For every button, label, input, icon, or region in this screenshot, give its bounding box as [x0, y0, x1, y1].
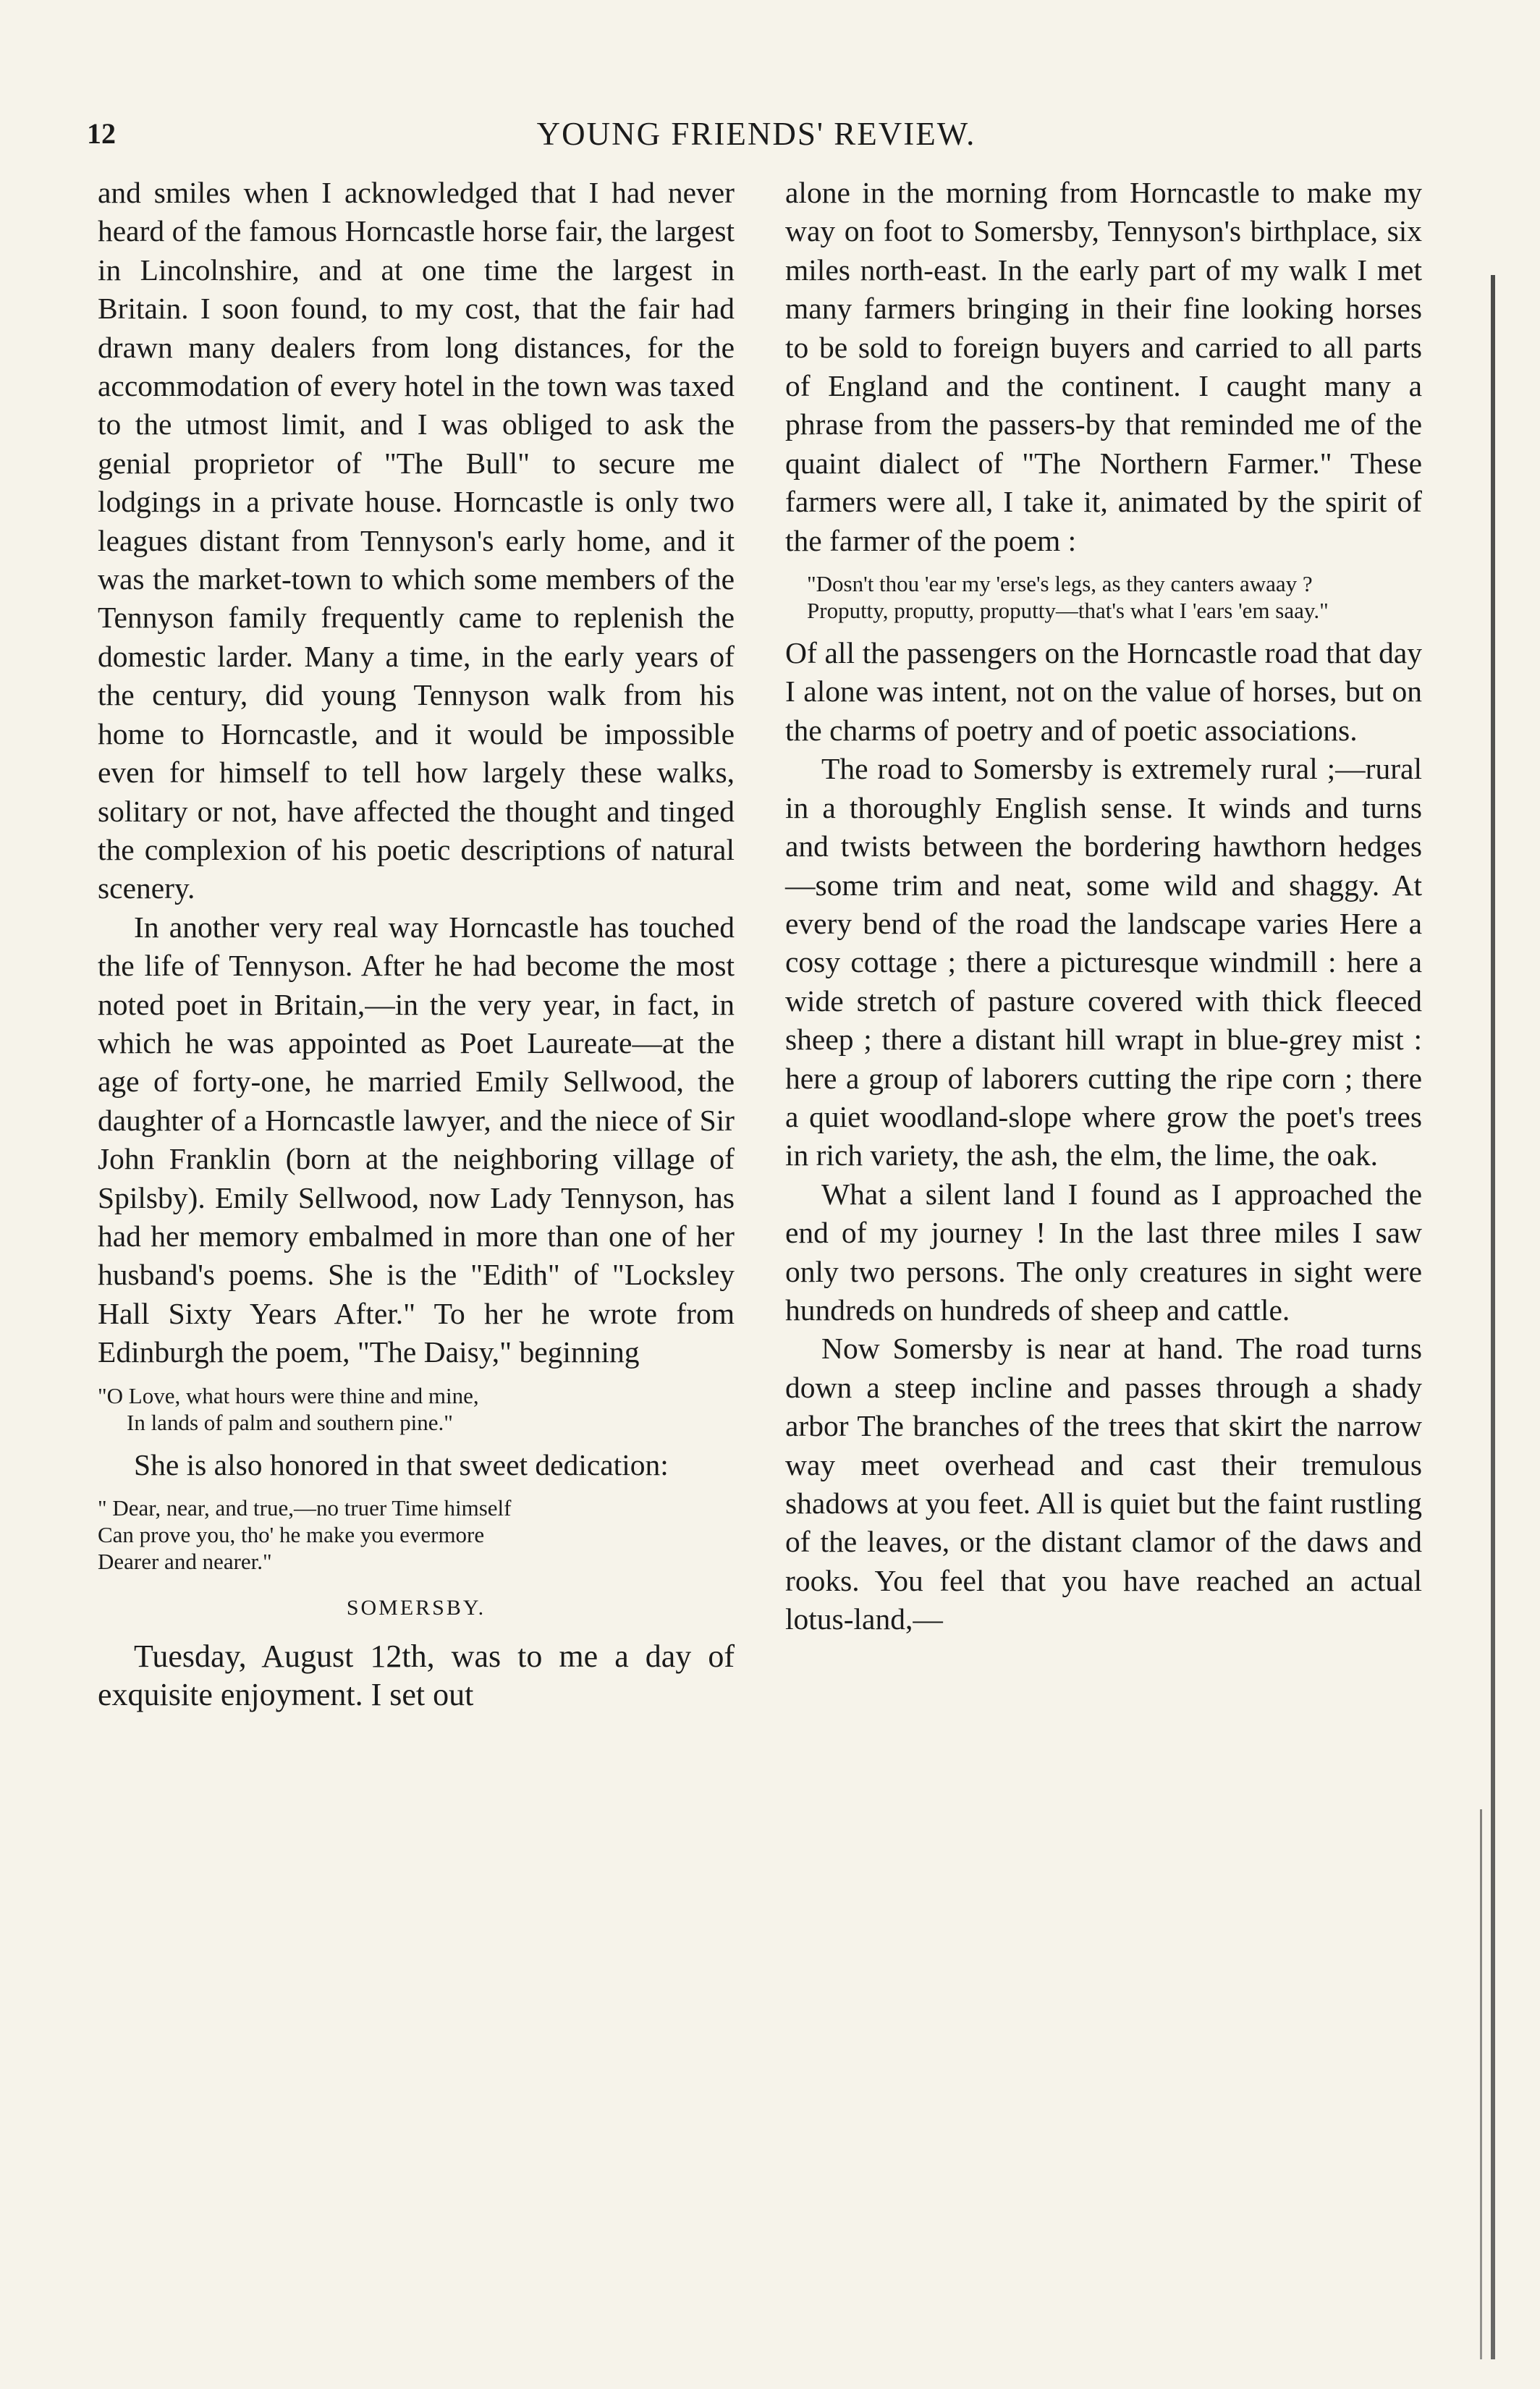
verse-line: "O Love, what hours were thine and mine, [98, 1382, 479, 1408]
scan-edge-line [1491, 275, 1495, 2359]
verse-line: Proputty, proputty, proputty—that's what I 'ears 'em saay." [807, 598, 1329, 624]
paragraph: The road to Somersby is extremely rural ;—rural in a thoroughly English sense. It winds and turns and twists between the bordering hawthorn hedges —some trim and neat, some wild and shaggy. At every bend of the road the landscape varies Here a cosy cottage ; there a picturesque windmill : here a wide stretch of pasture covered with thick fleeced sheep ; there a distant hill wrapt in blue-grey mist : here a group of laborers cutting the ripe corn ; there a quiet woodland-slope where grow the poet's trees in rich variety, the ash, the elm, the lime, the oak. [785, 752, 1422, 1172]
verse-quote [785, 570, 1422, 624]
verse-quote [98, 1494, 735, 1575]
verse-line: "Dosn't thou 'ear my 'erse's legs, as they canters awaay ? [807, 571, 1313, 597]
paragraph: Of all the passengers on the Horncastle road that day I alone was intent, not on the value of horses, but on the charms of poetry and of poetic associations. [785, 636, 1422, 747]
paragraph: and smiles when I acknowledged that I had never heard of the famous Horncastle horse fair, the largest in Lincolnshire, and at one time the largest in Britain. I soon found, to my cost, that the fair had drawn many dealers from long distances, for the accommodation of every hotel in the town was taxed to the utmost limit, and I was obliged to ask the genial proprietor of "The Bull" to secure me lodgings in a private house. Horncastle is only two leagues distant from Tennyson's early home, and it was the market-town to which some members of the Tennyson family frequently came to replenish the domestic larder. Many a time, in the early years of the century, did young Tennyson walk from his home to Horncastle, and it would be impossible even for himself to tell how largely these walks, solitary or not, have affected the thought and tinged the complexion of his poetic descriptions of natural scenery. [98, 176, 735, 905]
paragraph: She is also honored in that sweet dedication: [134, 1447, 669, 1481]
verse-line: Dearer and nearer." [98, 1549, 272, 1574]
running-header [87, 109, 1426, 159]
verse-line: " Dear, near, and true,—no truer Time himself [98, 1495, 512, 1521]
left-column [98, 174, 735, 1714]
paragraph: In another very real way Horncastle has touched the life of Tennyson. After he had become the most noted poet in Britain,—in the very year, in fact, in which he was appointed as Poet Laureate—at the age of forty-one, he married Emily Sellwood, the daughter of a Horncastle lawyer, and the niece of Sir John Franklin (born at the neighboring village of Spilsby). Emily Sellwood, now Lady Tennyson, has had her memory embalmed in more than one of her husband's poems. She is the "Edith" of "Locksley Hall Sixty Years After." To her he wrote from Edinburgh the poem, "The Daisy," beginning [98, 910, 735, 1369]
journal-title: YOUNG FRIENDS' REVIEW. [536, 116, 976, 152]
section-heading: SOMERSBY. [346, 1596, 486, 1620]
verse-line: Can prove you, tho' he make you evermore [98, 1522, 485, 1547]
scan-edge-line [1480, 1809, 1482, 2359]
verse-quote [98, 1382, 735, 1436]
verse-line: In lands of palm and southern pine." [127, 1409, 453, 1435]
paragraph: alone in the morning from Horncastle to make my way on foot to Somersby, Tennyson's birthplace, six miles north-east. In the early part of my walk I met many farmers bringing in their fine looking horses to be sold to foreign buyers and carried to all parts of England and the continent. I caught many a phrase from the passers-by that reminded me of the quaint dialect of "The Northern Farmer." These farmers were all, I take it, animated by the spirit of the farmer of the poem : [785, 176, 1422, 557]
paragraph: Tuesday, August 12th, was to me a day of exquisite enjoyment. I set out [98, 1639, 735, 1713]
paragraph: What a silent land I found as I approached the end of my journey ! In the last three miles I saw only two persons. The only creatures in sight were hundreds on hundreds of sheep and cattle. [785, 1177, 1422, 1327]
right-column [785, 174, 1422, 1639]
paragraph: Now Somersby is near at hand. The road turns down a steep incline and passes through a shady arbor The branches of the trees that skirt the narrow way meet overhead and cast their tremulous shadows at you feet. All is quiet but the faint rustling of the leaves, or the distant clamor of the daws and rooks. You feel that you have reached an actual lotus-land,— [785, 1332, 1422, 1636]
page-number: 12 [87, 117, 116, 150]
